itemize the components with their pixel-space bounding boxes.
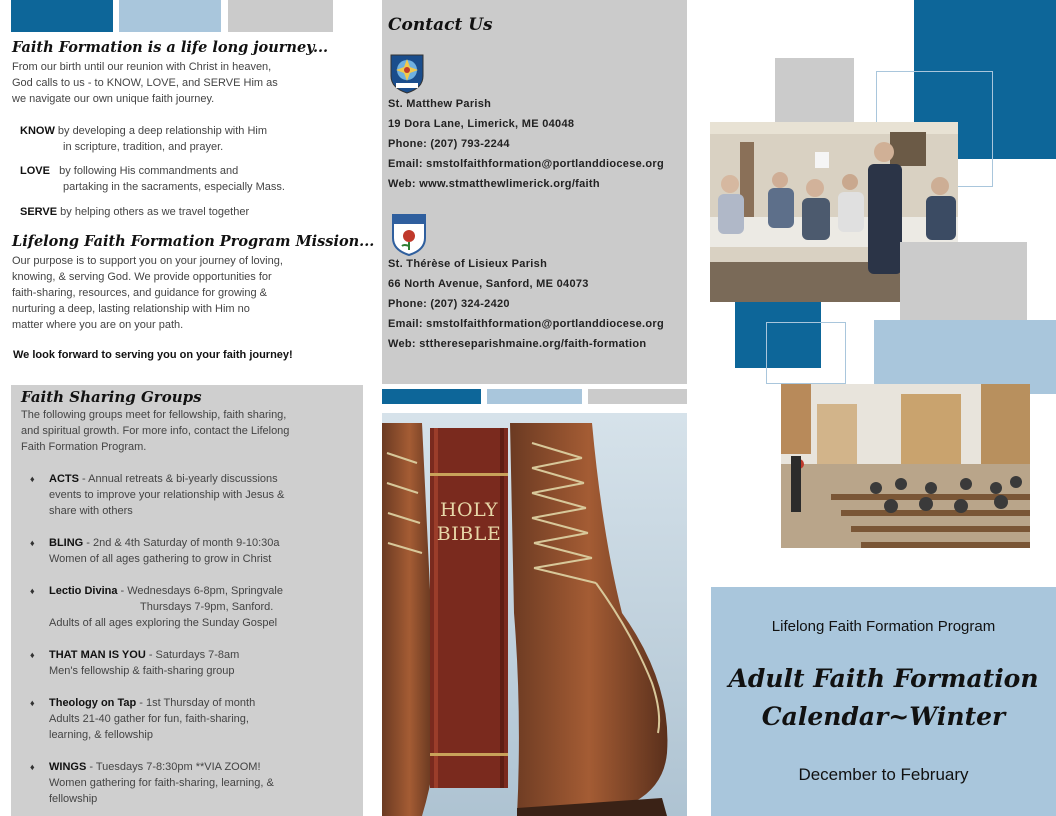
st-therese-seal-icon — [390, 212, 428, 256]
mid-strip-gray — [588, 389, 687, 404]
cover-title: Adult Faith Formation Calendar~Winter — [728, 664, 1039, 731]
groups-title: Faith Sharing Groups — [21, 388, 202, 406]
group-wings: ♦ WINGS - Tuesdays 7-8:30pm **VIA ZOOM! Women gathering for faith-sharing, learning, & fellowship — [30, 761, 274, 805]
parish1-name: St. Matthew Parish — [388, 98, 492, 110]
love-definition-line2: partaking in the sacraments, especially Mass. — [63, 181, 285, 193]
group-acts: ♦ ACTS - Annual retreats & bi-yearly discussions events to improve your relationship with Jesus & share with others — [30, 473, 285, 517]
group-theology-on-tap: ♦ Theology on Tap - 1st Thursday of month Adults 21-40 gather for fun, faith-sharing, learning, & fellowship — [30, 697, 256, 741]
parish1-address: 19 Dora Lane, Limerick, ME 04048 — [388, 118, 575, 130]
program-name: Lifelong Faith Formation Program — [771, 618, 996, 635]
journey-text: From our birth until our reunion with Christ in heaven, God calls to us - to KNOW, LOVE, and SERVE Him as we navigate our own unique faith journey. — [12, 61, 278, 105]
contact-title: Contact Us — [388, 15, 493, 35]
closing-statement: We look forward to serving you on your faith journey! — [13, 349, 293, 361]
bullet-icon: ♦ — [30, 698, 35, 708]
deco-light-block-right — [874, 320, 1056, 394]
top-strip-dark — [11, 0, 113, 32]
bullet-icon: ♦ — [30, 474, 35, 484]
deco-outline-mid — [766, 322, 846, 384]
bible-title: HOLY BIBLE — [436, 499, 502, 545]
bullet-icon: ♦ — [30, 538, 35, 548]
know-definition-line2: in scripture, tradition, and prayer. — [63, 141, 224, 153]
top-strip-light — [119, 0, 221, 32]
group-that-man-is-you: ♦ THAT MAN IS YOU - Saturdays 7-8am Men's fellowship & faith-sharing group — [30, 649, 240, 677]
groups-intro: The following groups meet for fellowship, faith sharing, and spiritual growth. For more info, contact the Lifelong Faith Formation Program. — [21, 409, 290, 453]
boots-bible-photo — [382, 413, 687, 816]
church-photo — [781, 384, 1030, 548]
mission-text: Our purpose is to support you on your journey of loving, knowing, & serving God. We provide opportunities for faith-sharing, resources, and guidance for growing & nurturing a deep, lasting relationship with Him no matter where you are on your path. — [12, 255, 283, 331]
parish1-phone: Phone: (207) 793-2244 — [388, 138, 510, 150]
parish1-web[interactable]: Web: www.stmatthewlimerick.org/faith — [388, 178, 600, 190]
parish1-email[interactable]: Email: smstolfaithformation@portlanddiocese.org — [388, 158, 665, 170]
know-definition: KNOW by developing a deep relationship with Him — [20, 125, 268, 137]
parish2-name: St. Thérèse of Lisieux Parish — [388, 258, 548, 270]
deco-light-block-right2 — [874, 320, 900, 390]
bullet-icon: ♦ — [30, 650, 35, 660]
mission-title: Lifelong Faith Formation Program Mission... — [12, 233, 375, 250]
parish2-phone: Phone: (207) 324-2420 — [388, 298, 510, 310]
bullet-icon: ♦ — [30, 762, 35, 772]
st-matthew-seal-icon — [388, 52, 426, 94]
group-bling: ♦ BLING - 2nd & 4th Saturday of month 9-10:30a Women of all ages gathering to grow in Christ — [30, 537, 280, 565]
love-definition: LOVE by following His commandments and — [20, 165, 239, 177]
parish2-email[interactable]: Email: smstolfaithformation@portlanddiocese.org — [388, 318, 665, 330]
bullet-icon: ♦ — [30, 586, 35, 596]
mid-strip-light — [487, 389, 582, 404]
serve-definition: SERVE by helping others as we travel together — [20, 206, 250, 218]
top-strip-gray — [228, 0, 333, 32]
parish2-web[interactable]: Web: stthereseparishmaine.org/faith-formation — [388, 338, 647, 350]
cover-dates: December to February — [798, 765, 969, 784]
mid-strip-dark — [382, 389, 481, 404]
group-lectio-divina: ♦ Lectio Divina - Wednesdays 6-8pm, Springvale Thursdays 7-9pm, Sanford. Adults of all ages exploring the Sunday Gospel — [30, 585, 283, 629]
parish2-address: 66 North Avenue, Sanford, ME 04073 — [388, 278, 589, 290]
journey-title: Faith Formation is a life long journey... — [12, 39, 329, 56]
